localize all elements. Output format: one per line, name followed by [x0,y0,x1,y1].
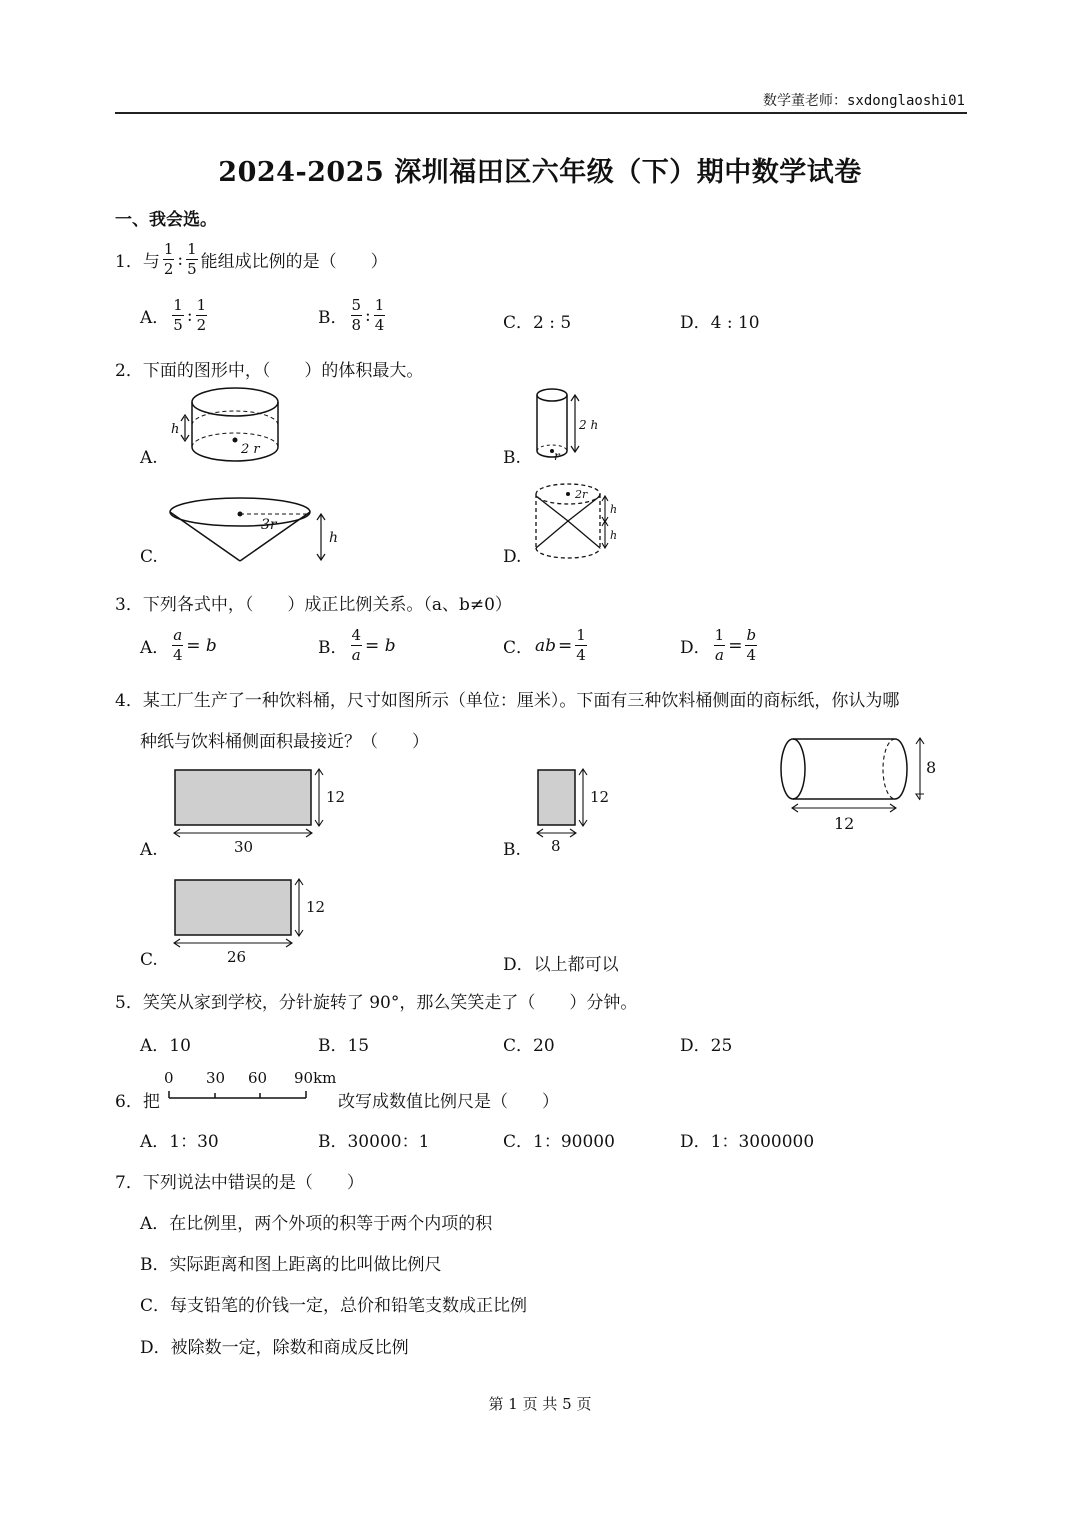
q2-figure-a [165,385,290,470]
q3-option-c[interactable]: C． ab = $\frac{1}{4}$ [503,626,586,664]
fraction: $\frac{1}{2}$ [163,240,174,278]
page-title: 2024-2025 深圳福田区六年级（下）期中数学试卷 [218,157,862,188]
q5-option-c[interactable]: C．20 [503,1036,555,1056]
question-2: 2．下面的图形中，（ ）的体积最大。 [115,361,424,381]
cyl-len: 12 [834,814,855,833]
q6-scale-bar [160,1066,340,1108]
rect-a-h: 12 [326,788,346,806]
question-6-prefix: 6．把 [115,1092,160,1112]
q2-option-c[interactable]: C. [140,547,158,567]
q3-option-d[interactable]: D． $\frac{1}{a}$ = $\frac{b}{4}$ [680,626,757,664]
rect-a-w: 30 [234,838,254,856]
q1-option-d[interactable]: D．4 : 10 [680,313,760,333]
q1-option-c[interactable]: C．2 : 5 [503,313,572,333]
q6-option-a[interactable]: A．1：30 [140,1132,219,1152]
rect-c-w: 26 [227,948,247,966]
q6-option-d[interactable]: D．1：3000000 [680,1132,815,1152]
q4-option-d[interactable]: D．以上都可以 [503,955,619,975]
header-rule [115,112,967,114]
q6-option-c[interactable]: C．1：90000 [503,1132,615,1152]
question-4-line2: 种纸与饮料桶侧面积最接近？（ ） [140,732,429,752]
q2-figure-c [165,495,345,567]
section-heading: 一、我会选。 [115,210,217,230]
scale-90: 90km [294,1069,337,1087]
scale-0: 0 [164,1069,174,1087]
q4-option-a[interactable]: A. [140,840,158,860]
q2-option-a[interactable]: A. [140,448,158,468]
rect-b-h: 12 [590,788,610,806]
question-6-suffix: 改写成数值比例尺是（ ） [338,1092,559,1112]
q1-prefix: 1．与 [115,252,160,272]
q6-option-b[interactable]: B．30000：1 [318,1132,430,1152]
rect-c-h: 12 [306,898,326,916]
question-4-line1: 4．某工厂生产了一种饮料桶，尺寸如图所示（单位：厘米）。下面有三种饮料桶侧面的商标纸，你认为哪 [115,691,900,711]
q2-figure-b [528,383,603,465]
q5-option-b[interactable]: B．15 [318,1036,370,1056]
header-author: 数学董老师：sxdonglaoshi01 [762,93,965,109]
q4-rect-b [531,764,621,859]
q5-option-a[interactable]: A．10 [140,1036,191,1056]
q2-option-b[interactable]: B. [503,448,521,468]
fig-b-h: 2 h [579,418,599,432]
q7-option-d[interactable]: D．被除数一定，除数和商成反比例 [140,1338,409,1358]
scale-60: 60 [248,1069,268,1087]
q4-option-b[interactable]: B. [503,840,521,860]
q4-rect-a [168,764,358,859]
q7-option-a[interactable]: A．在比例里，两个外项的积等于两个内项的积 [140,1214,493,1234]
fig-d-h1: h [610,503,618,516]
q3-option-a[interactable]: A． $\frac{a}{4}$ = b [140,626,217,664]
question-7: 7．下列说法中错误的是（ ） [115,1173,364,1193]
q1-option-a[interactable]: A． $\frac{1}{5}$ : $\frac{1}{2}$ [140,296,207,334]
scale-30: 30 [206,1069,226,1087]
q1-option-b[interactable]: B． $\frac{5}{8}$ : $\frac{1}{4}$ [318,296,385,334]
q2-figure-d [528,478,628,566]
q7-option-b[interactable]: B．实际距离和图上距离的比叫做比例尺 [140,1255,442,1275]
q5-option-d[interactable]: D．25 [680,1036,733,1056]
q3-option-b[interactable]: B． $\frac{4}{a}$ = b [318,626,396,664]
q2-option-d[interactable]: D. [503,547,522,567]
q4-option-c[interactable]: C. [140,950,158,970]
fig-d-h2: h [610,529,618,542]
q1-suffix: 能组成比例的是（ ） [200,252,388,272]
question-3: 3．下列各式中，（ ）成正比例关系。（a、b≠0） [115,595,512,615]
fig-c-r: 3r [261,517,277,533]
q4-cylinder [775,732,950,837]
rect-b-w: 8 [551,837,561,855]
question-1: 1．与 $\frac{1}{2}$ : $\frac{1}{5}$ 能组成比例的是（ ） [115,240,388,278]
fig-b-r: r [554,449,560,463]
fig-a-r: 2 r [241,442,260,457]
page-footer: 第 1 页 共 5 页 [488,1395,592,1413]
fig-d-r: 2r [575,488,588,501]
q7-option-c[interactable]: C．每支铅笔的价钱一定，总价和铅笔支数成正比例 [140,1296,528,1316]
q4-rect-c [168,874,338,969]
fig-c-h: h [329,530,339,546]
fig-a-h: h [171,422,180,437]
cyl-diam: 8 [926,758,937,777]
fraction: $\frac{1}{5}$ [187,240,197,278]
question-5: 5．笑笑从家到学校，分针旋转了 90°，那么笑笑走了（ ）分钟。 [115,993,638,1013]
